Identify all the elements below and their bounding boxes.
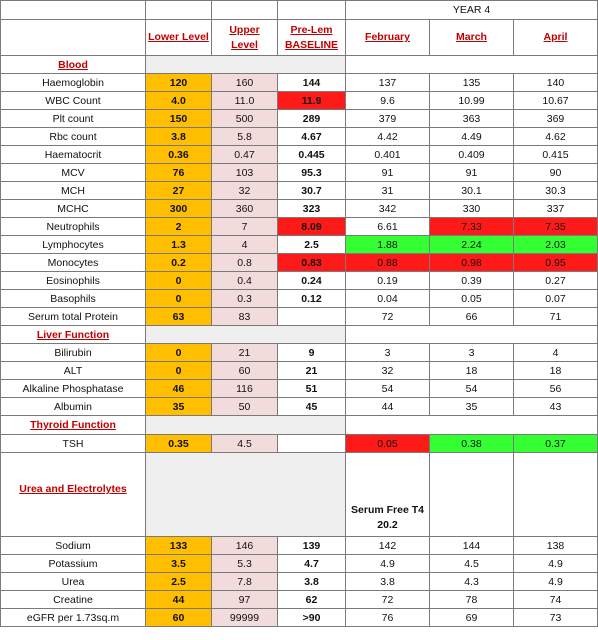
march-value: 135 (430, 74, 514, 92)
baseline-value: 139 (278, 537, 346, 555)
upper-level-value: 50 (212, 398, 278, 416)
lower-level-value: 60 (146, 609, 212, 627)
corner-cell (1, 1, 146, 20)
april-value: 140 (514, 74, 598, 92)
header-spacer (146, 1, 212, 20)
march-value: 0.39 (430, 272, 514, 290)
upper-level-value: 83 (212, 308, 278, 326)
row-label: eGFR per 1.73sq.m (1, 609, 146, 627)
section-urea: Urea and Electrolytes (1, 453, 146, 537)
upper-level-line2: Level (231, 38, 258, 51)
table-row (1, 609, 598, 627)
lower-level-value: 0.35 (146, 435, 212, 453)
free-t4-cell (346, 453, 430, 537)
february-value: 6.61 (346, 218, 430, 236)
upper-level-value: 5.8 (212, 128, 278, 146)
april-value: 18 (514, 362, 598, 380)
section-thyroid: Thyroid Function (1, 416, 146, 435)
march-value: 363 (430, 110, 514, 128)
table-row (1, 146, 598, 164)
february-value: 137 (346, 74, 430, 92)
month-header-april: April (514, 20, 598, 56)
baseline-value: >90 (278, 609, 346, 627)
april-value: 337 (514, 200, 598, 218)
february-value: 379 (346, 110, 430, 128)
upper-level-value: 360 (212, 200, 278, 218)
upper-level-value: 0.8 (212, 254, 278, 272)
april-value: 73 (514, 609, 598, 627)
section-liver: Liver Function (1, 326, 146, 344)
baseline-value: 30.7 (278, 182, 346, 200)
section-spacer (146, 453, 346, 537)
header-spacer (278, 1, 346, 20)
upper-level-value: 0.47 (212, 146, 278, 164)
row-label: Albumin (1, 398, 146, 416)
baseline-value: 4.7 (278, 555, 346, 573)
upper-level-value: 4 (212, 236, 278, 254)
row-label: Sodium (1, 537, 146, 555)
april-value: 0.27 (514, 272, 598, 290)
april-value: 71 (514, 308, 598, 326)
row-label: Potassium (1, 555, 146, 573)
march-value: 54 (430, 380, 514, 398)
row-label: Rbc count (1, 128, 146, 146)
february-value: 0.88 (346, 254, 430, 272)
april-value: 90 (514, 164, 598, 182)
row-label: Plt count (1, 110, 146, 128)
lower-level-value: 76 (146, 164, 212, 182)
upper-level-value: 7.8 (212, 573, 278, 591)
baseline-value: 95.3 (278, 164, 346, 182)
row-label: Eosinophils (1, 272, 146, 290)
february-value: 76 (346, 609, 430, 627)
february-value: 44 (346, 398, 430, 416)
section-blood: Blood (1, 56, 146, 74)
upper-level-value: 160 (212, 74, 278, 92)
table-row (1, 128, 598, 146)
table-row (1, 362, 598, 380)
lower-level-value: 2 (146, 218, 212, 236)
section-spacer (146, 56, 346, 74)
table-row (1, 74, 598, 92)
march-value: 0.38 (430, 435, 514, 453)
march-value: 35 (430, 398, 514, 416)
section-spacer (346, 56, 598, 74)
march-value: 330 (430, 200, 514, 218)
lower-level-value: 3.8 (146, 128, 212, 146)
march-value: 10.99 (430, 92, 514, 110)
april-value: 4.62 (514, 128, 598, 146)
baseline-value: 62 (278, 591, 346, 609)
upper-level-value: 7 (212, 218, 278, 236)
april-value: 4.9 (514, 555, 598, 573)
march-value: 78 (430, 591, 514, 609)
upper-level-value: 21 (212, 344, 278, 362)
lower-level-value: 1.3 (146, 236, 212, 254)
lower-level-value: 0 (146, 272, 212, 290)
free-t4-label: Serum Free T4 (351, 504, 424, 516)
row-label: Creatine (1, 591, 146, 609)
february-value: 9.6 (346, 92, 430, 110)
lower-level-value: 300 (146, 200, 212, 218)
lower-level-value: 0 (146, 290, 212, 308)
february-value: 3.8 (346, 573, 430, 591)
table-row (1, 182, 598, 200)
thyroid-rows (1, 435, 598, 453)
table-row (1, 380, 598, 398)
section-spacer (346, 326, 598, 344)
lower-level-value: 120 (146, 74, 212, 92)
lower-level-value: 0.36 (146, 146, 212, 164)
april-value: 30.3 (514, 182, 598, 200)
march-value: 4.3 (430, 573, 514, 591)
baseline-value (278, 435, 346, 453)
upper-level-value: 103 (212, 164, 278, 182)
section-spacer (514, 453, 598, 537)
baseline-value: 3.8 (278, 573, 346, 591)
april-value: 369 (514, 110, 598, 128)
march-value: 66 (430, 308, 514, 326)
blood-rows (1, 74, 598, 326)
lower-level-value: 150 (146, 110, 212, 128)
march-value: 0.98 (430, 254, 514, 272)
row-label: TSH (1, 435, 146, 453)
header-spacer (212, 1, 278, 20)
february-value: 91 (346, 164, 430, 182)
march-value: 69 (430, 609, 514, 627)
upper-level-value: 500 (212, 110, 278, 128)
baseline-value: 9 (278, 344, 346, 362)
table-row (1, 218, 598, 236)
row-label: MCH (1, 182, 146, 200)
lower-level-value: 0.2 (146, 254, 212, 272)
table-row (1, 398, 598, 416)
march-value: 4.5 (430, 555, 514, 573)
urea-rows (1, 537, 598, 627)
february-value: 3 (346, 344, 430, 362)
row-label: WBC Count (1, 92, 146, 110)
upper-level-value: 32 (212, 182, 278, 200)
february-value: 0.401 (346, 146, 430, 164)
april-value: 7.35 (514, 218, 598, 236)
baseline-value: 0.24 (278, 272, 346, 290)
section-spacer (430, 453, 514, 537)
april-value: 56 (514, 380, 598, 398)
march-value: 144 (430, 537, 514, 555)
april-value: 0.37 (514, 435, 598, 453)
lower-level-value: 2.5 (146, 573, 212, 591)
april-value: 74 (514, 591, 598, 609)
february-value: 72 (346, 308, 430, 326)
february-value: 142 (346, 537, 430, 555)
upper-level-value: 11.0 (212, 92, 278, 110)
april-value: 4 (514, 344, 598, 362)
april-value: 138 (514, 537, 598, 555)
table-row (1, 92, 598, 110)
month-header-march: March (430, 20, 514, 56)
table-row (1, 435, 598, 453)
march-value: 3 (430, 344, 514, 362)
upper-level-value: 146 (212, 537, 278, 555)
row-label: ALT (1, 362, 146, 380)
baseline-value: 0.12 (278, 290, 346, 308)
march-value: 0.05 (430, 290, 514, 308)
march-value: 4.49 (430, 128, 514, 146)
april-value: 0.415 (514, 146, 598, 164)
section-spacer (146, 326, 346, 344)
table-row (1, 344, 598, 362)
table-row (1, 555, 598, 573)
lower-level-value: 44 (146, 591, 212, 609)
month-header-february: February (346, 20, 430, 56)
baseline-value: 21 (278, 362, 346, 380)
february-value: 31 (346, 182, 430, 200)
baseline-value: 4.67 (278, 128, 346, 146)
row-label: Serum total Protein (1, 308, 146, 326)
april-value: 4.9 (514, 573, 598, 591)
baseline-value: 0.83 (278, 254, 346, 272)
april-value: 43 (514, 398, 598, 416)
march-value: 0.409 (430, 146, 514, 164)
upper-level-value: 5.3 (212, 555, 278, 573)
row-label: Monocytes (1, 254, 146, 272)
lower-level-value: 0 (146, 362, 212, 380)
baseline-value: 2.5 (278, 236, 346, 254)
lower-level-value: 0 (146, 344, 212, 362)
table-row (1, 290, 598, 308)
table-row (1, 308, 598, 326)
table-row (1, 110, 598, 128)
table-row (1, 272, 598, 290)
row-label: Bilirubin (1, 344, 146, 362)
upper-level-value: 97 (212, 591, 278, 609)
lower-level-value: 46 (146, 380, 212, 398)
april-value: 10.67 (514, 92, 598, 110)
lower-level-value: 4.0 (146, 92, 212, 110)
section-spacer (146, 416, 346, 435)
baseline-value: 45 (278, 398, 346, 416)
baseline-line2: BASELINE (284, 38, 339, 51)
table-row (1, 591, 598, 609)
row-label: Urea (1, 573, 146, 591)
table-row (1, 254, 598, 272)
baseline-value: 289 (278, 110, 346, 128)
february-value: 0.19 (346, 272, 430, 290)
baseline-line1: Pre-Lem (290, 23, 333, 36)
upper-level-value: 0.4 (212, 272, 278, 290)
label-header (1, 20, 146, 56)
february-value: 342 (346, 200, 430, 218)
baseline-header (278, 20, 346, 56)
table-row (1, 236, 598, 254)
row-label: MCV (1, 164, 146, 182)
row-label: Haematocrit (1, 146, 146, 164)
table-row (1, 573, 598, 591)
february-value: 4.9 (346, 555, 430, 573)
row-label: Basophils (1, 290, 146, 308)
march-value: 30.1 (430, 182, 514, 200)
upper-level-value: 0.3 (212, 290, 278, 308)
year-label: YEAR 4 (346, 1, 598, 20)
february-value: 32 (346, 362, 430, 380)
baseline-value: 8.09 (278, 218, 346, 236)
row-label: Lymphocytes (1, 236, 146, 254)
february-value: 0.05 (346, 435, 430, 453)
baseline-value: 51 (278, 380, 346, 398)
baseline-value: 0.445 (278, 146, 346, 164)
upper-level-line1: Upper (229, 23, 260, 36)
april-value: 2.03 (514, 236, 598, 254)
row-label: Neutrophils (1, 218, 146, 236)
february-value: 72 (346, 591, 430, 609)
february-value: 0.04 (346, 290, 430, 308)
liver-rows (1, 344, 598, 416)
row-label: Alkaline Phosphatase (1, 380, 146, 398)
february-value: 54 (346, 380, 430, 398)
lower-level-value: 63 (146, 308, 212, 326)
upper-level-value: 116 (212, 380, 278, 398)
february-value: 4.42 (346, 128, 430, 146)
row-label: MCHC (1, 200, 146, 218)
lower-level-header: Lower Level (146, 20, 212, 56)
baseline-value: 323 (278, 200, 346, 218)
upper-level-value: 99999 (212, 609, 278, 627)
free-t4-value: 20.2 (377, 519, 398, 531)
section-spacer (346, 416, 598, 435)
baseline-value (278, 308, 346, 326)
table-row (1, 200, 598, 218)
upper-level-value: 4.5 (212, 435, 278, 453)
lower-level-value: 27 (146, 182, 212, 200)
upper-level-header (212, 20, 278, 56)
march-value: 91 (430, 164, 514, 182)
march-value: 18 (430, 362, 514, 380)
march-value: 2.24 (430, 236, 514, 254)
row-label: Haemoglobin (1, 74, 146, 92)
february-value: 1.88 (346, 236, 430, 254)
table-row (1, 164, 598, 182)
lower-level-value: 3.5 (146, 555, 212, 573)
lower-level-value: 133 (146, 537, 212, 555)
table-row (1, 537, 598, 555)
march-value: 7.33 (430, 218, 514, 236)
april-value: 0.07 (514, 290, 598, 308)
april-value: 0.95 (514, 254, 598, 272)
lower-level-value: 35 (146, 398, 212, 416)
baseline-value: 144 (278, 74, 346, 92)
upper-level-value: 60 (212, 362, 278, 380)
baseline-value: 11.9 (278, 92, 346, 110)
